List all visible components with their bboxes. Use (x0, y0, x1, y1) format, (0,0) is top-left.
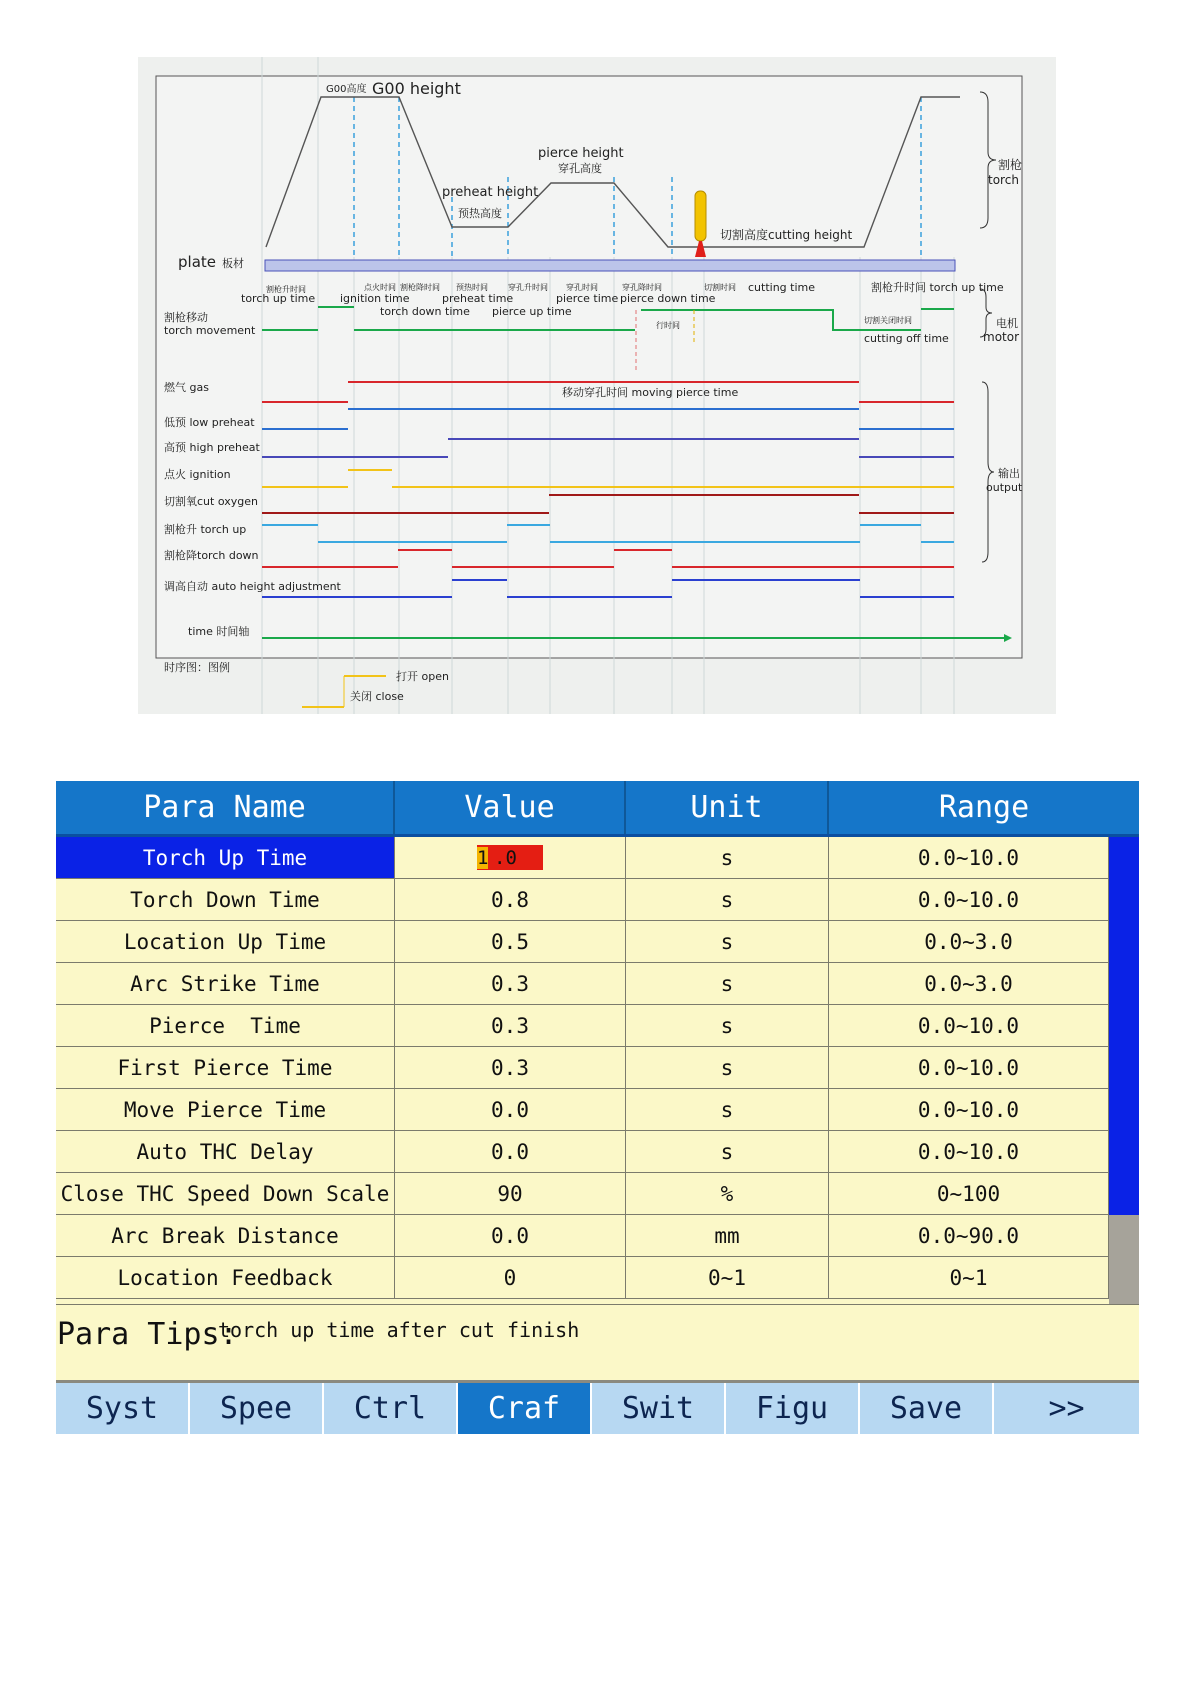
param-name[interactable]: Location Feedback (56, 1257, 395, 1298)
param-range: 0.0~10.0 (829, 1047, 1109, 1088)
table-row[interactable] (56, 1173, 1109, 1215)
low-preheat-label: 低预 low preheat (164, 416, 255, 429)
torch-cn-label: 割枪 (998, 158, 1023, 172)
timing-diagram (138, 57, 1056, 714)
cutting-off-time-cn-label: 切割关闭时间 (864, 316, 912, 325)
param-unit: s (626, 921, 829, 962)
table-row[interactable] (56, 963, 1109, 1005)
table-row[interactable] (56, 837, 1109, 879)
auto-height-label: 调高自动 auto height adjustment (164, 580, 341, 593)
motor-label: motor (983, 330, 1020, 344)
pierce-time-cn: 穿孔时间 (566, 283, 598, 292)
torch-down-time-label: torch down time (380, 305, 470, 318)
plate-cn-label: 板材 (222, 257, 244, 270)
g00-cn-label: G00高度 (326, 84, 367, 95)
torch-down-time-cn: 割枪降时间 (400, 283, 440, 292)
param-range: 0~100 (829, 1173, 1109, 1214)
travel-time-label: 行时间 (656, 321, 680, 330)
param-value[interactable]: 0.8 (395, 879, 626, 920)
ignition-label: 点火 ignition (164, 468, 231, 481)
param-range: 0.0~3.0 (829, 921, 1109, 962)
param-unit: s (626, 837, 829, 878)
high-preheat-label: 高预 high preheat (164, 441, 260, 454)
torch-up-label: 割枪升 torch up (164, 523, 247, 536)
legend-close-label: 关闭 close (350, 690, 404, 703)
param-name[interactable]: Arc Strike Time (56, 963, 395, 1004)
table-row[interactable] (56, 1131, 1109, 1173)
param-unit: mm (626, 1215, 829, 1256)
param-unit: s (626, 963, 829, 1004)
param-range: 0.0~10.0 (829, 1005, 1109, 1046)
torch-movement-label: torch movement (164, 324, 256, 337)
cutting-off-time-label: cutting off time (864, 332, 949, 345)
cut-oxygen-label: 切割氧cut oxygen (164, 495, 258, 508)
pierce-height-cn-label: 穿孔高度 (558, 162, 602, 175)
param-range: 0.0~10.0 (829, 879, 1109, 920)
param-value[interactable]: 0.3 (395, 1047, 626, 1088)
cutting-time-label: cutting time (748, 281, 816, 294)
header-range: Range (829, 781, 1139, 834)
preheat-height-cn-label: 预热高度 (458, 207, 502, 220)
param-name[interactable]: Torch Up Time (56, 837, 395, 878)
output-label: output (986, 481, 1023, 494)
plate-label: plate (178, 253, 216, 271)
value-input-text: .0 (494, 846, 517, 869)
param-name[interactable]: Close THC Speed Down Scale (56, 1173, 395, 1214)
param-value[interactable]: 0 (395, 1257, 626, 1298)
torch-down-label: 割枪降torch down (164, 549, 259, 562)
parameter-panel (56, 781, 1139, 1434)
menu-more-button[interactable]: >> (1048, 1391, 1085, 1426)
pierce-up-time-cn: 穿孔升时间 (508, 283, 548, 292)
cutting-height-label: 切割高度cutting height (720, 228, 853, 242)
param-value[interactable]: 0.3 (395, 963, 626, 1004)
scrollbar-thumb[interactable] (1109, 837, 1139, 1215)
menu-figu-button[interactable]: Figu (726, 1383, 860, 1434)
output-cn-label: 输出 (998, 467, 1020, 480)
menu-ctrl-button[interactable]: Ctrl (324, 1383, 458, 1434)
param-value[interactable]: 0.5 (395, 921, 626, 962)
param-range: 0~1 (829, 1257, 1109, 1298)
param-value[interactable]: 0.0 (395, 1131, 626, 1172)
param-unit: 0~1 (626, 1257, 829, 1298)
g00-height-label: G00 height (372, 79, 461, 98)
para-tips-label: Para Tips: (57, 1317, 238, 1352)
plate-bar (265, 260, 955, 271)
menu-swit-button[interactable]: Swit (592, 1383, 726, 1434)
pierce-up-time-label: pierce up time (492, 305, 572, 318)
param-name[interactable]: First Pierce Time (56, 1047, 395, 1088)
param-unit: s (626, 1131, 829, 1172)
param-name[interactable]: Pierce Time (56, 1005, 395, 1046)
legend-title: 时序图：图例 (164, 661, 230, 674)
param-name[interactable]: Arc Break Distance (56, 1215, 395, 1256)
table-row[interactable] (56, 1005, 1109, 1047)
param-value[interactable]: 0.3 (395, 1005, 626, 1046)
ignition-time-cn: 点火时间 (364, 283, 396, 292)
motor-cn-label: 电机 (996, 317, 1018, 330)
legend-open-label: 打开 open (396, 670, 449, 683)
pierce-time-label: pierce time (556, 292, 619, 305)
function-menu (56, 1383, 1139, 1434)
param-unit: s (626, 879, 829, 920)
ignition-time-label: ignition time (340, 292, 410, 305)
torch-label: torch (988, 173, 1019, 187)
cutting-time-cn: 切割时间 (704, 283, 736, 292)
moving-pierce-time-label: 移动穿孔时间 moving pierce time (562, 386, 739, 399)
table-row[interactable] (56, 879, 1109, 921)
param-value-editor[interactable] (395, 837, 626, 878)
param-value[interactable]: 0.0 (395, 1089, 626, 1130)
param-range: 0.0~10.0 (829, 1131, 1109, 1172)
time-axis-label: time 时间轴 (188, 625, 250, 638)
param-unit: s (626, 1047, 829, 1088)
pierce-down-time-label: pierce down time (620, 292, 716, 305)
torch-up-time-label: torch up time (241, 292, 316, 305)
param-name[interactable]: Location Up Time (56, 921, 395, 962)
param-range: 0.0~10.0 (829, 1089, 1109, 1130)
header-value: Value (395, 781, 626, 834)
param-name[interactable]: Torch Down Time (56, 879, 395, 920)
torch-up-time2-label: 割枪升时间 torch up time (871, 281, 1004, 294)
menu-save-button[interactable]: Save (860, 1383, 994, 1434)
menu-craf-button[interactable]: Craf (458, 1383, 592, 1434)
table-row[interactable] (56, 1215, 1109, 1257)
pierce-down-time-cn: 穿孔降时间 (622, 283, 662, 292)
param-range: 0.0~90.0 (829, 1215, 1109, 1256)
para-tips-text: torch up time after cut finish (218, 1318, 580, 1342)
param-unit: % (626, 1173, 829, 1214)
table-row[interactable] (56, 921, 1109, 963)
gas-label: 燃气 gas (164, 381, 209, 394)
preheat-height-label: preheat height (442, 185, 539, 200)
param-name[interactable]: Auto THC Delay (56, 1131, 395, 1172)
param-range: 0.0~10.0 (829, 837, 1109, 878)
para-tips (56, 1304, 1139, 1383)
table-row[interactable] (56, 1089, 1109, 1131)
torch-up-time-cn: 割枪升时间 (266, 285, 306, 294)
torch-body (695, 191, 706, 241)
text-cursor: 1 (477, 846, 489, 869)
param-name[interactable]: Move Pierce Time (56, 1089, 395, 1130)
torch-movement-cn-label: 割枪移动 (164, 311, 208, 324)
param-unit: s (626, 1005, 829, 1046)
menu-spee-button[interactable]: Spee (190, 1383, 324, 1434)
table-row[interactable] (56, 1047, 1109, 1089)
table-row[interactable] (56, 1257, 1109, 1299)
value-input[interactable] (477, 845, 543, 870)
header-unit: Unit (626, 781, 829, 834)
preheat-time-label: preheat time (442, 292, 514, 305)
preheat-time-cn: 预热时间 (456, 283, 488, 292)
param-value[interactable]: 90 (395, 1173, 626, 1214)
header-para-name: Para Name (56, 781, 395, 834)
param-value[interactable]: 0.0 (395, 1215, 626, 1256)
param-range: 0.0~3.0 (829, 963, 1109, 1004)
menu-syst-button[interactable]: Syst (56, 1383, 190, 1434)
param-unit: s (626, 1089, 829, 1130)
pierce-height-label: pierce height (538, 146, 624, 161)
